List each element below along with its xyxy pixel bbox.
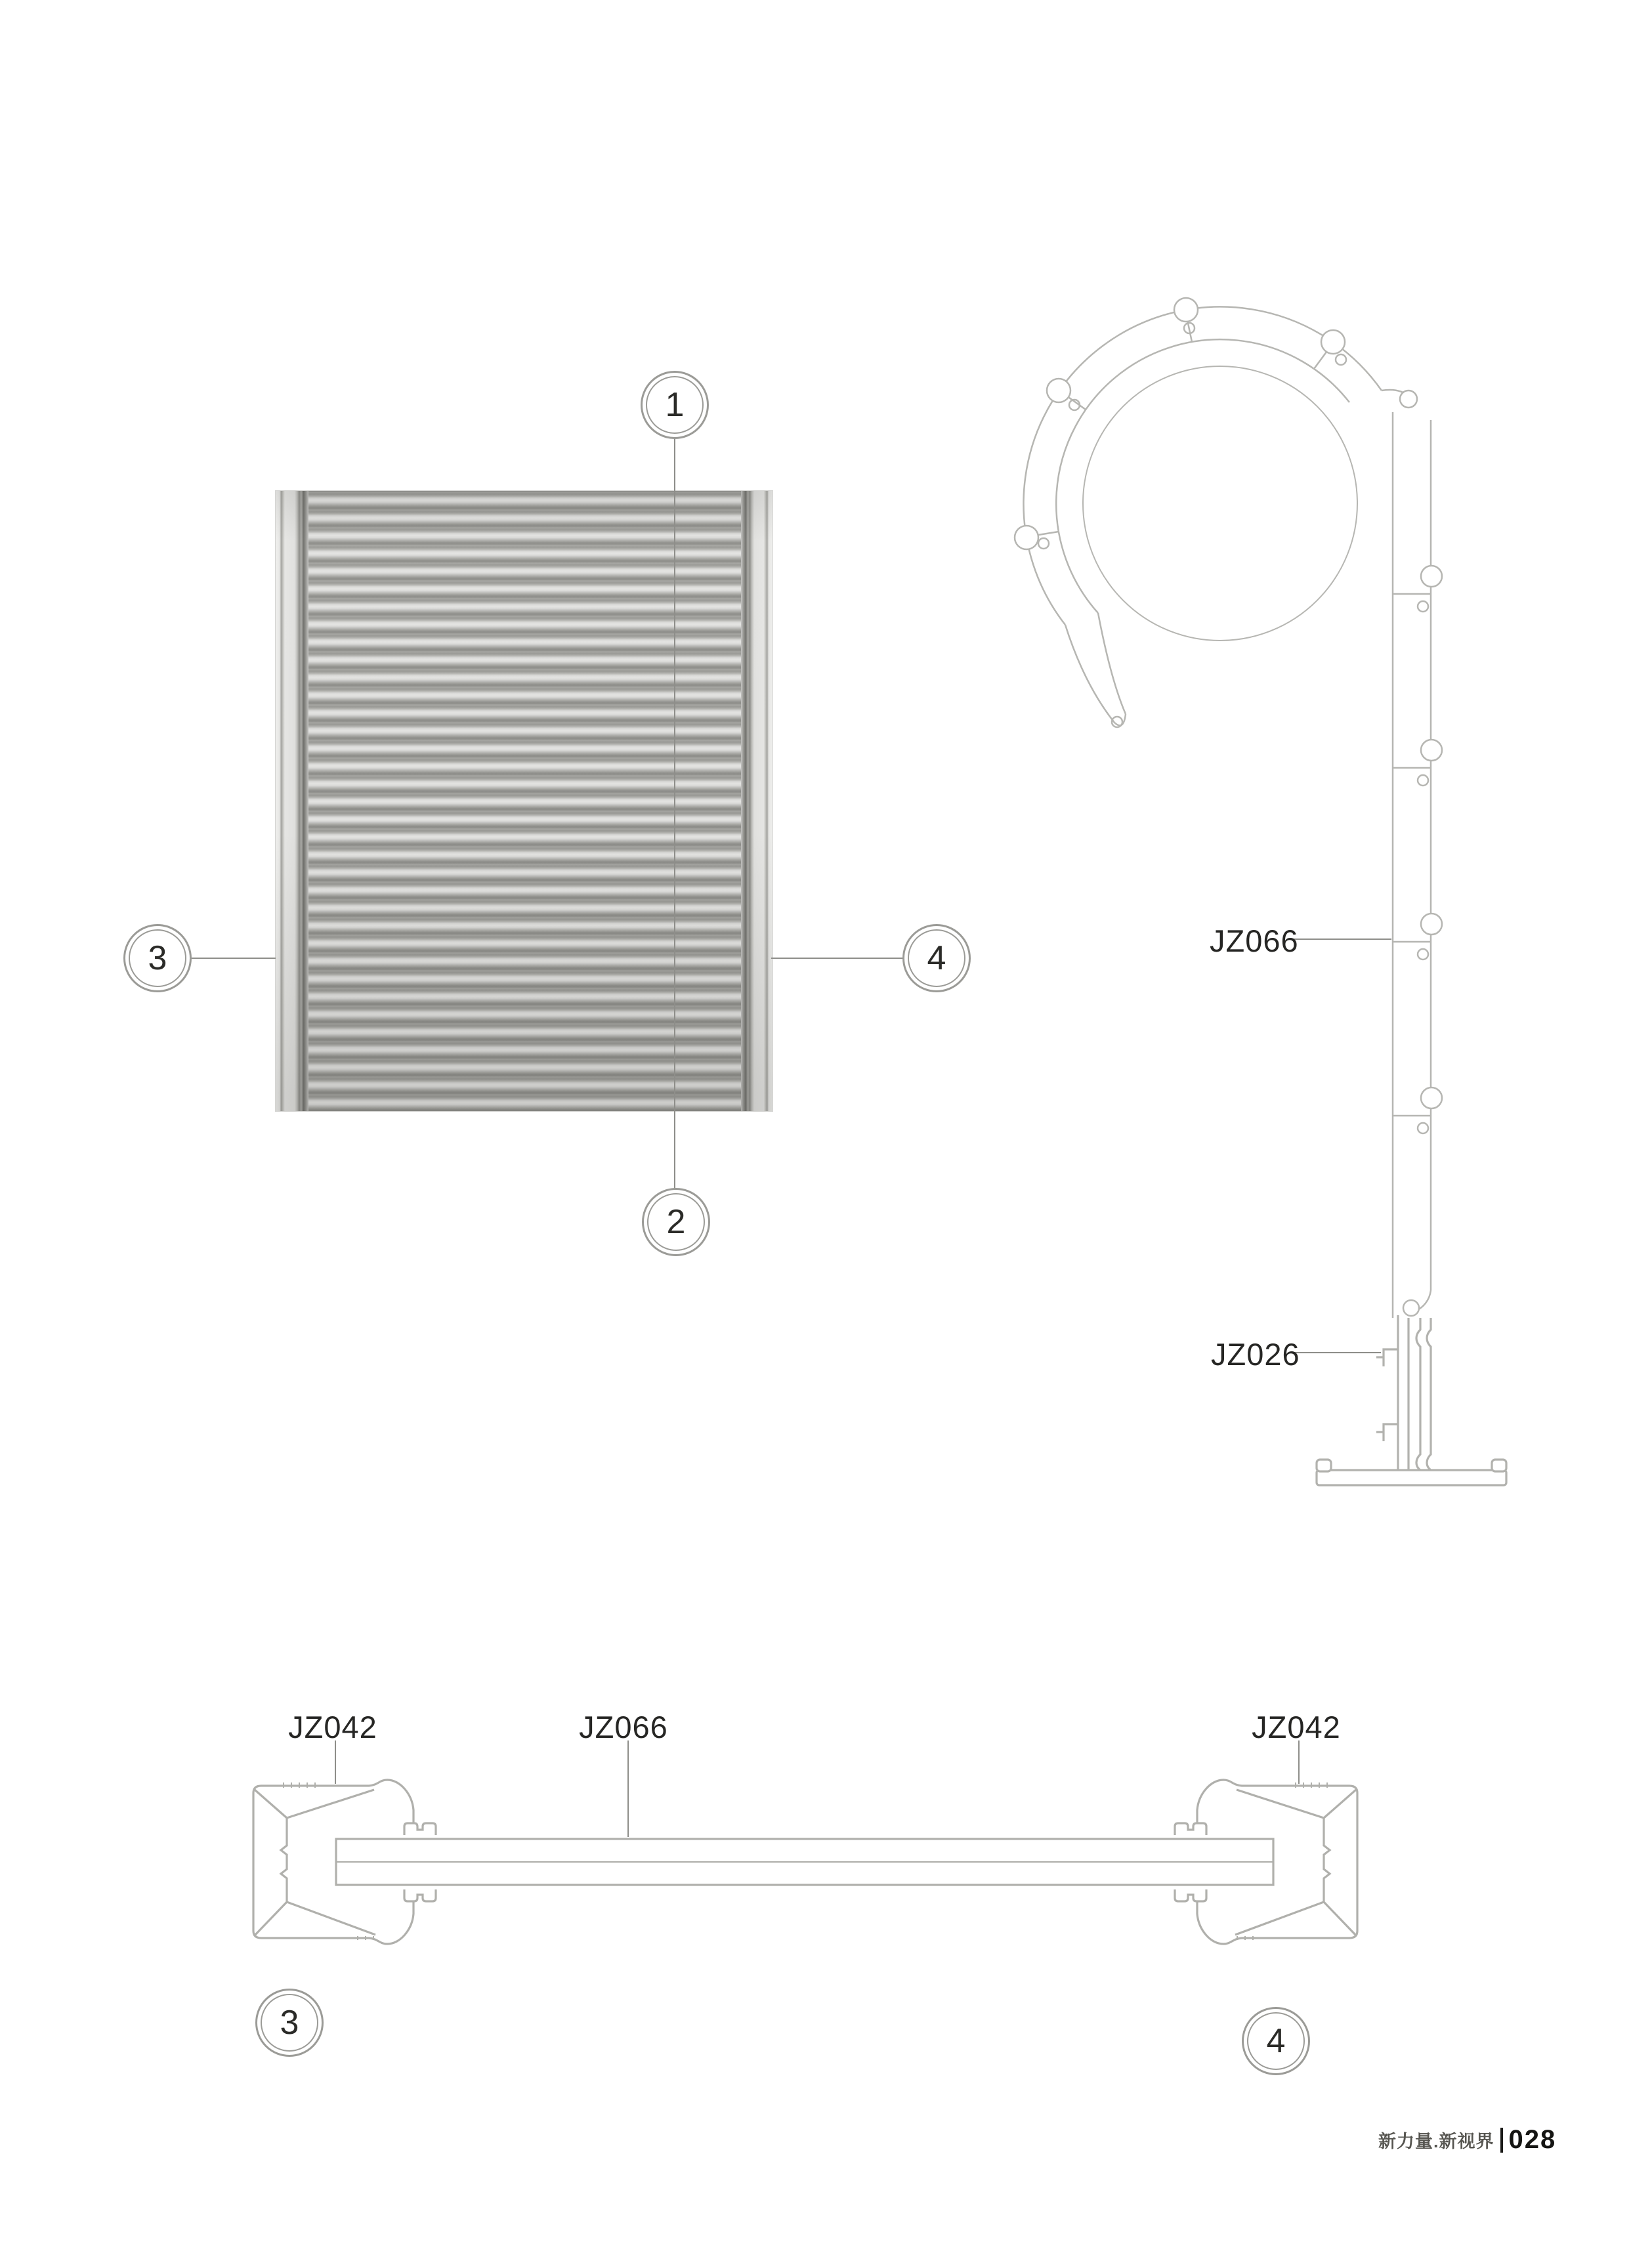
callout-number: 3 xyxy=(280,2004,299,2042)
rolled-curtain-section-drawing xyxy=(1015,298,1442,1318)
callout-number: 4 xyxy=(927,939,946,977)
label-jz042-right: JZ042 xyxy=(1252,1710,1341,1744)
section-callout-circle-3 xyxy=(255,1989,324,2057)
label-jz042-left: JZ042 xyxy=(288,1710,377,1744)
label-jz026-bottom-bar: JZ026 xyxy=(1211,1337,1300,1372)
page-footer xyxy=(1378,2125,1556,2155)
jamb-section-drawing xyxy=(253,1780,1357,1944)
callout-circle-2 xyxy=(642,1188,710,1256)
callout-circle-1 xyxy=(641,371,709,439)
callout-number: 2 xyxy=(666,1203,686,1241)
callout-number: 3 xyxy=(148,939,167,977)
callout-number: 4 xyxy=(1266,2022,1286,2060)
footer-slogan: 新力量.新视界 xyxy=(1378,2132,1494,2151)
label-jz066-curtain: JZ066 xyxy=(1210,923,1299,958)
callout-circle-4 xyxy=(902,924,971,992)
footer-divider xyxy=(1500,2128,1503,2153)
callout-leader-lines xyxy=(190,438,1391,1837)
bottom-bar-and-sill-drawing xyxy=(1317,1315,1506,1485)
page-number: 028 xyxy=(1508,2125,1557,2154)
section-callout-circle-4 xyxy=(1242,2007,1310,2075)
callout-circle-3 xyxy=(123,924,192,992)
callout-number: 1 xyxy=(665,386,685,424)
label-jz066-section: JZ066 xyxy=(579,1710,668,1744)
curtain-roll-circle xyxy=(1083,366,1357,641)
